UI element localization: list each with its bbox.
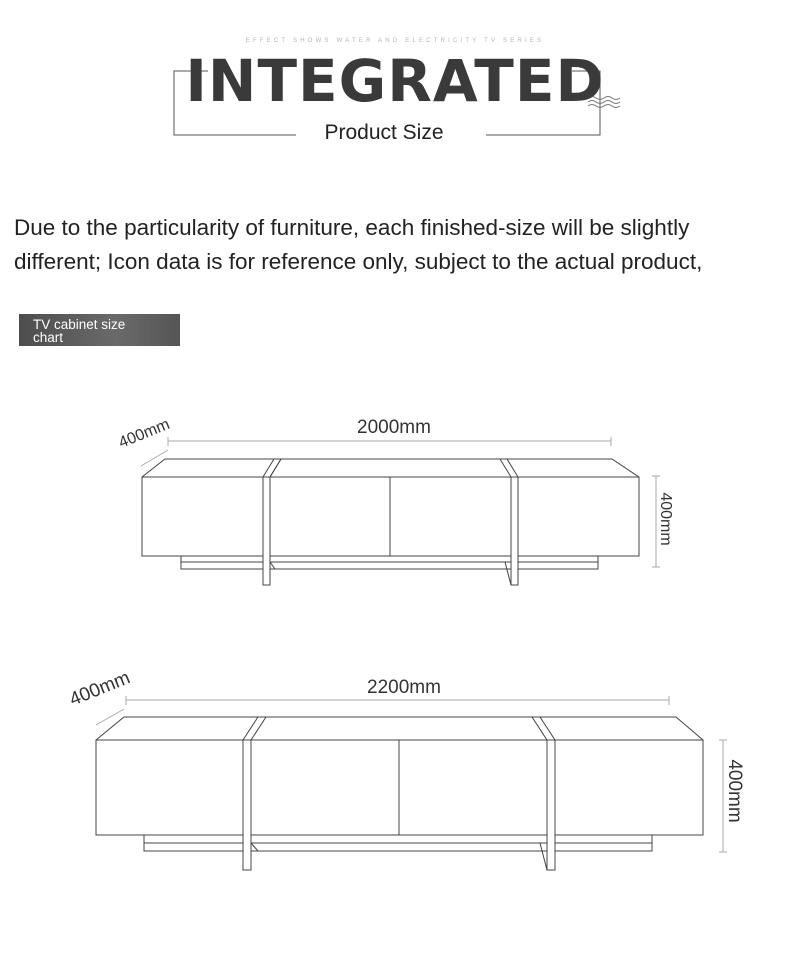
- width-label-1: 2000mm: [357, 417, 431, 438]
- height-label-2: 400mm: [724, 759, 745, 823]
- depth-label-1: 400mm: [116, 415, 173, 452]
- cabinet-body-2: [96, 717, 703, 870]
- width-label-2: 2200mm: [367, 677, 441, 698]
- section-chip-line-1: TV cabinet size: [33, 317, 126, 332]
- height-label-1: 400mm: [657, 492, 674, 546]
- depth-label-2: 400mm: [66, 667, 134, 711]
- header-tagline: EFFECT SHOWS WATER AND ELECTRICITY TV SERIES: [245, 38, 545, 44]
- description-line-1: Due to the particularity of furniture, each finished-size will be slightly: [14, 215, 690, 240]
- page-subtitle: Product Size: [324, 121, 444, 144]
- section-chip-line-2: chart: [33, 330, 64, 345]
- depth-dimension-line-2: [96, 709, 124, 725]
- page-title: INTEGRATED: [185, 47, 605, 115]
- description-line-2: different; Icon data is for reference only, subject to the actual product,: [14, 249, 703, 274]
